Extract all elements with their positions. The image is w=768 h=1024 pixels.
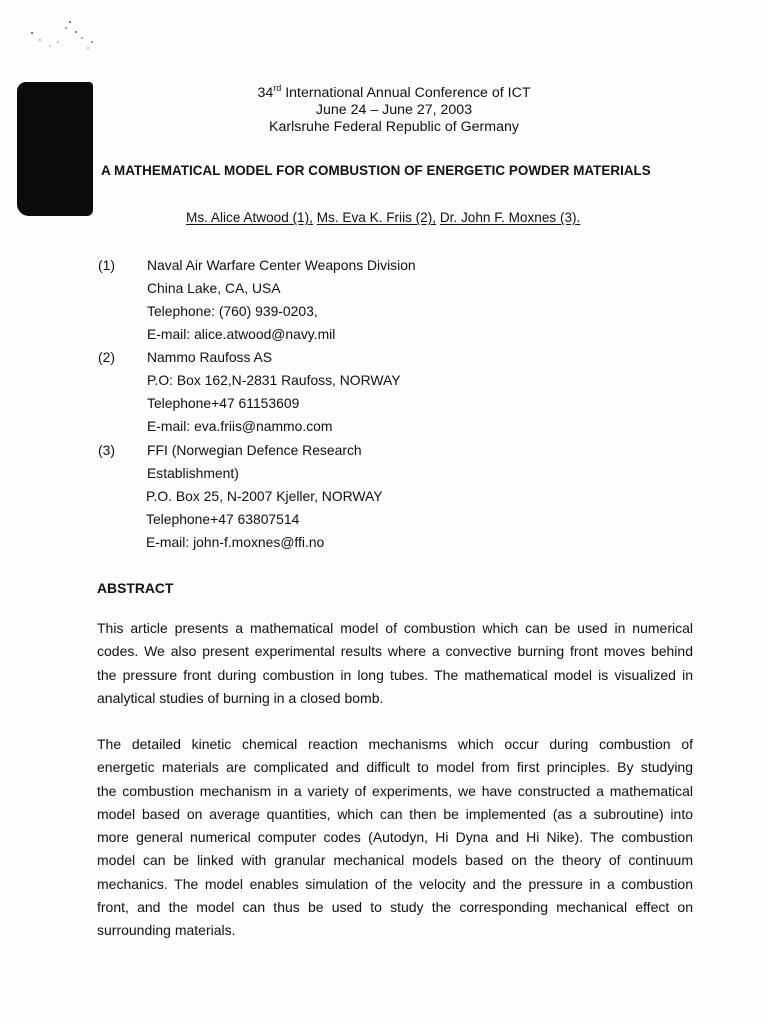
affiliation-line: Establishment) xyxy=(147,465,239,481)
affiliation-line: Telephone+47 61153609 xyxy=(147,395,300,411)
author-3: Dr. John F. Moxnes (3). xyxy=(439,210,581,225)
affiliation-email: E-mail: alice.atwood@navy.mil xyxy=(147,326,336,342)
paragraph-line: the pressure front during combustion in long tubes. The mathematical model is visualized in xyxy=(97,666,693,683)
abstract-paragraph-2 xyxy=(97,733,693,943)
abstract-heading: ABSTRACT xyxy=(97,580,174,596)
paragraph-line: front, and the model can thus be used to study the corresponding mechanical effect on xyxy=(97,899,693,916)
affiliation-line: Naval Air Warfare Center Weapons Division xyxy=(147,257,416,273)
paragraph-line: more general numerical computer codes (Autodyn, Hi Dyna and Hi Nike). The combustion xyxy=(97,829,693,846)
paragraph-line: the combustion mechanism in a variety of experiments, we have constructed a mathematical xyxy=(97,782,693,799)
affiliation-line: FFI (Norwegian Defence Research xyxy=(147,442,362,458)
author-list xyxy=(186,210,580,225)
paragraph-line: energetic materials are complicated and difficult to model from first principles. By studying xyxy=(97,759,693,776)
affiliation-line: P.O. Box 25, N-2007 Kjeller, NORWAY xyxy=(146,488,383,504)
abstract-paragraph-1 xyxy=(97,617,693,710)
paper-title: A MATHEMATICAL MODEL FOR COMBUSTION OF ENERGETIC POWDER MATERIALS xyxy=(101,163,651,178)
paragraph-line: analytical studies of burning in a closed bomb. xyxy=(97,689,384,706)
paragraph-line: mechanics. The model enables simulation of the velocity and the pressure in a combustion xyxy=(97,875,693,892)
paragraph-line: The detailed kinetic chemical reaction mechanisms which occur during combustion of xyxy=(97,736,693,752)
scan-specks xyxy=(28,18,118,58)
affiliation-email: E-mail: eva.friis@nammo.com xyxy=(147,418,333,434)
author-1: Ms. Alice Atwood (1), xyxy=(186,210,313,225)
paragraph-line: model based on average quantities, which can then be implemented (as a subroutine) into xyxy=(97,805,693,822)
paragraph-line: codes. We also present experimental results where a convective burning front moves behind xyxy=(97,643,693,660)
conference-dates: June 24 – June 27, 2003 xyxy=(315,102,473,118)
affiliation-number: (2) xyxy=(98,349,115,365)
paragraph-line: surrounding materials. xyxy=(97,922,236,939)
conference-location: Karlsruhe Federal Republic of Germany xyxy=(269,119,519,135)
affiliation-email: E-mail: john-f.moxnes@ffi.no xyxy=(146,534,325,550)
affiliation-line: Telephone+47 63807514 xyxy=(146,511,300,527)
paragraph-line: model can be linked with granular mechanical models based on the theory of continuum xyxy=(97,852,693,869)
affiliation-number: (3) xyxy=(98,442,115,458)
conference-header xyxy=(0,85,768,136)
affiliation-line: P.O: Box 162,N-2831 Raufoss, NORWAY xyxy=(147,372,401,388)
affiliation-line: China Lake, CA, USA xyxy=(147,280,281,296)
author-2: Ms. Eva K. Friis (2), xyxy=(316,210,437,225)
affiliation-line: Nammo Raufoss AS xyxy=(147,349,273,365)
affiliation-line: Telephone: (760) 939-0203, xyxy=(147,303,318,319)
paragraph-line: This article presents a mathematical model of combustion which can be used in numerical xyxy=(97,620,693,636)
affiliation-number: (1) xyxy=(98,257,115,273)
conference-name: 34rd International Annual Conference of ICT xyxy=(257,83,531,101)
